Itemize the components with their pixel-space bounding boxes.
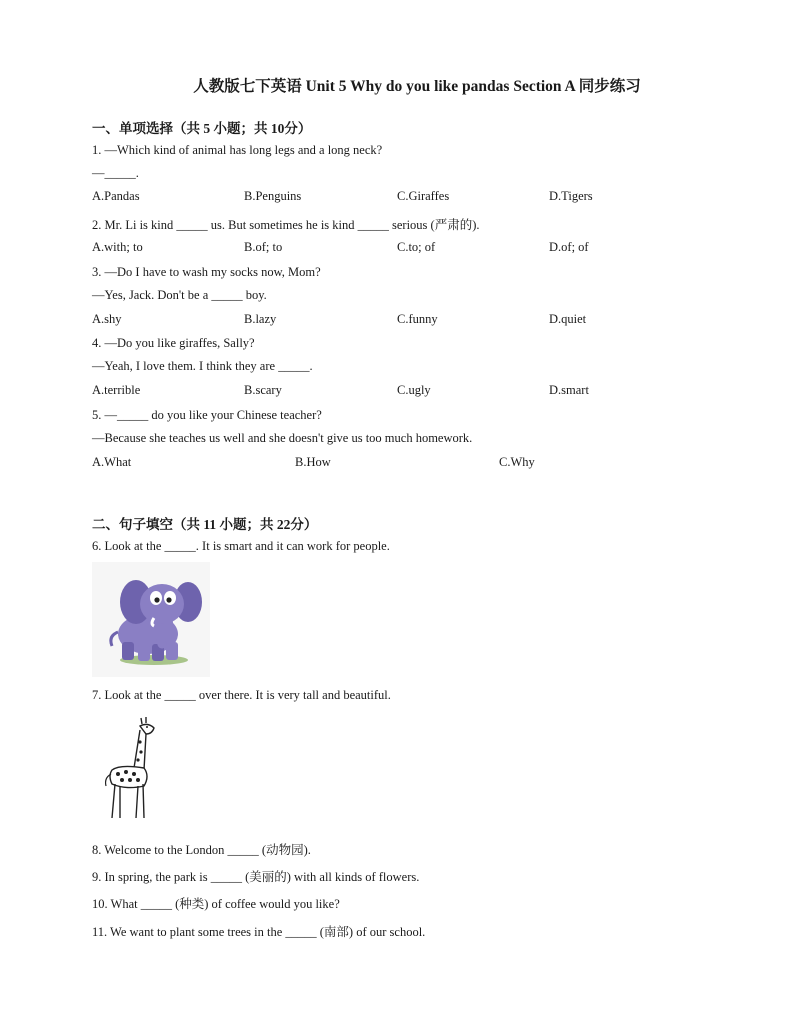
question-10: 10. What _____ (种类) of coffee would you like? [92, 897, 340, 911]
question-4-line-1: 4. —Do you like giraffes, Sally? [92, 336, 255, 350]
question-4-option-a: A.terrible [92, 383, 141, 397]
question-1-option-d: D.Tigers [549, 189, 593, 203]
question-1-option-b: B.Penguins [244, 189, 302, 203]
question-11: 11. We want to plant some trees in the _____ (南部) of our school. [92, 925, 426, 939]
giraffe-icon [100, 712, 160, 824]
question-1-option-c: C.Giraffes [397, 189, 450, 203]
question-4-option-b: B.scary [244, 383, 282, 397]
elephant-picture [92, 562, 210, 677]
question-3-option-b: B.lazy [244, 312, 277, 326]
question-2-line-1: 2. Mr. Li is kind _____ us. But sometimes he is kind _____ serious (严肃的). [92, 218, 480, 232]
question-5-option-c: C.Why [499, 455, 535, 469]
question-5-option-a: A.What [92, 455, 132, 469]
question-2-option-b: B.of; to [244, 240, 283, 254]
question-2-option-d: D.of; of [549, 240, 589, 254]
question-4-option-d: D.smart [549, 383, 589, 397]
question-1-line-2: —_____. [92, 166, 139, 180]
question-3-option-d: D.quiet [549, 312, 587, 326]
question-3-option-c: C.funny [397, 312, 438, 326]
question-2-option-c: C.to; of [397, 240, 436, 254]
question-3-option-a: A.shy [92, 312, 122, 326]
question-5-option-b: B.How [295, 455, 331, 469]
section-heading-multiple-choice: 一、单项选择（共 5 小题；共 10分） [92, 121, 312, 136]
section-heading-sentence-fill: 二、句子填空（共 11 小题；共 22分） [92, 517, 318, 532]
question-1-line-1: 1. —Which kind of animal has long legs and a long neck? [92, 143, 383, 157]
question-8: 8. Welcome to the London _____ (动物园). [92, 843, 311, 857]
question-5-line-1: 5. —_____ do you like your Chinese teacher? [92, 408, 322, 422]
question-3-line-2: —Yes, Jack. Don't be a _____ boy. [92, 288, 267, 302]
question-7: 7. Look at the _____ over there. It is very tall and beautiful. [92, 688, 391, 702]
page-title: 人教版七下英语 Unit 5 Why do you like pandas Section A 同步练习 [193, 78, 641, 95]
question-9: 9. In spring, the park is _____ (美丽的) with all kinds of flowers. [92, 870, 420, 884]
giraffe-picture [100, 712, 160, 824]
question-3-line-1: 3. —Do I have to wash my socks now, Mom? [92, 265, 321, 279]
elephant-icon [92, 562, 210, 677]
question-2-option-a: A.with; to [92, 240, 143, 254]
question-5-line-2: —Because she teaches us well and she doesn't give us too much homework. [92, 431, 473, 445]
question-6: 6. Look at the _____. It is smart and it can work for people. [92, 539, 390, 553]
question-4-option-c: C.ugly [397, 383, 431, 397]
question-4-line-2: —Yeah, I love them. I think they are _____. [92, 359, 313, 373]
question-1-option-a: A.Pandas [92, 189, 140, 203]
